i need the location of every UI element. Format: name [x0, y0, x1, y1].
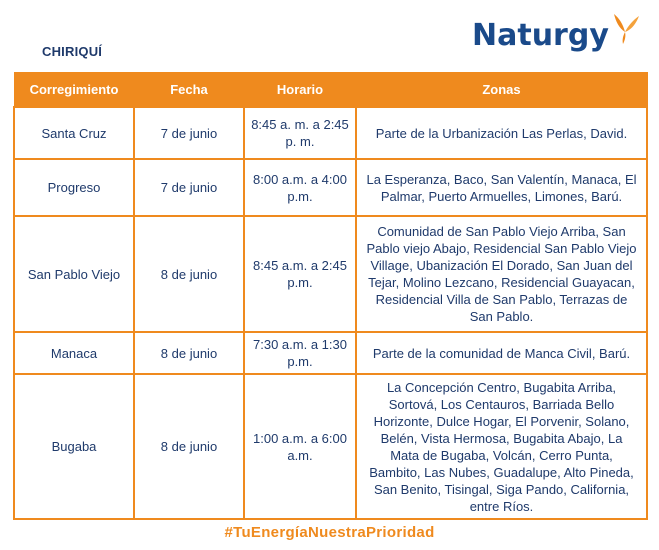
cell-corregimiento: Progreso	[14, 159, 134, 216]
cell-horario: 1:00 a.m. a 6:00 a.m.	[244, 374, 356, 519]
cell-fecha: 7 de junio	[134, 159, 244, 216]
column-header-corregimiento: Corregimiento	[14, 72, 134, 107]
table-header-row	[14, 72, 647, 107]
hashtag-footer: #TuEnergíaNuestraPrioridad	[224, 524, 435, 541]
cell-zonas: Comunidad de San Pablo Viejo Arriba, San Pablo viejo Abajo, Residencial San Pablo Viejo Village, Ubanización El Dorado, San Juan del Tejar, Molino Lezcano, Residencial Guayacan, Residencial Villa de San Pablo, Terrazas de San Pablo.	[356, 216, 647, 332]
cell-fecha: 8 de junio	[134, 374, 244, 519]
table-row	[14, 374, 647, 519]
cell-fecha: 7 de junio	[134, 107, 244, 159]
column-header-zonas: Zonas	[356, 72, 647, 107]
cell-corregimiento: Santa Cruz	[14, 107, 134, 159]
column-header-horario: Horario	[244, 72, 356, 107]
cell-fecha: 8 de junio	[134, 216, 244, 332]
cell-zonas: La Concepción Centro, Bugabita Arriba, Sortová, Los Centauros, Barriada Bello Horizonte, Dulce Hogar, El Porvenir, Solano, Belén, Vista Hermosa, Bugabita Abajo, La Mata de Bugaba, Volcán, Cerro Punta, Bambito, Las Nubes, Guadalupe, Alto Pineda, San Benito, Tisingal, Siga Pando, California, entre Ríos.	[356, 374, 647, 519]
table-row	[14, 159, 647, 216]
table-row	[14, 216, 647, 332]
table-row	[14, 107, 647, 159]
cell-zonas: La Esperanza, Baco, San Valentín, Manaca, El Palmar, Puerto Armuelles, Limones, Barú.	[356, 159, 647, 216]
brand-name: Naturgy	[472, 18, 609, 53]
naturgy-logo	[472, 12, 641, 60]
region-title: CHIRIQUÍ	[42, 44, 103, 59]
column-header-fecha: Fecha	[134, 72, 244, 107]
cell-horario: 8:00 a.m. a 4:00 p.m.	[244, 159, 356, 216]
cell-zonas: Parte de la Urbanización Las Perlas, David.	[356, 107, 647, 159]
cell-corregimiento: San Pablo Viejo	[14, 216, 134, 332]
schedule-table	[13, 72, 648, 520]
butterfly-logo-icon	[611, 12, 641, 46]
cell-horario: 8:45 a. m. a 2:45 p. m.	[244, 107, 356, 159]
cell-corregimiento: Manaca	[14, 332, 134, 374]
cell-fecha: 8 de junio	[134, 332, 244, 374]
cell-horario: 8:45 a.m. a 2:45 p.m.	[244, 216, 356, 332]
cell-corregimiento: Bugaba	[14, 374, 134, 519]
table-row	[14, 332, 647, 374]
cell-zonas: Parte de la comunidad de Manca Civil, Barú.	[356, 332, 647, 374]
cell-horario: 7:30 a.m. a 1:30 p.m.	[244, 332, 356, 374]
